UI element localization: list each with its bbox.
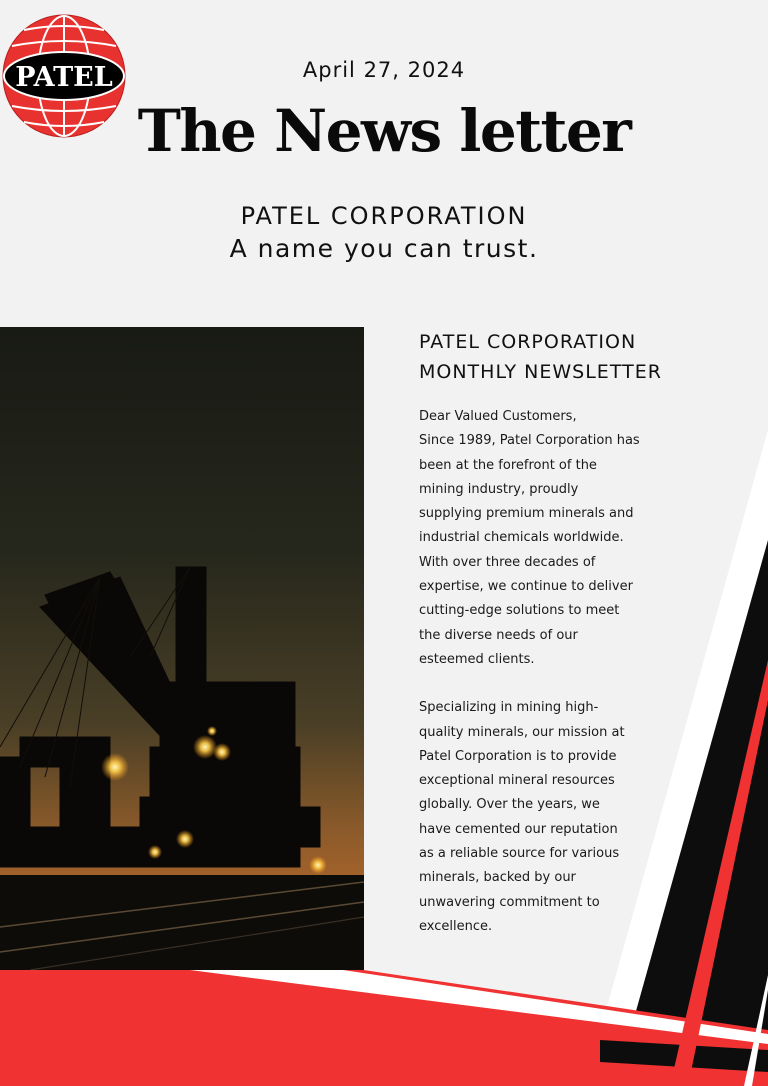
paragraph-line: expertise, we continue to deliver [419, 579, 633, 595]
article-heading-line: MONTHLY NEWSLETTER [419, 361, 662, 383]
article-paragraph-intro [419, 405, 689, 672]
company-tagline: A name you can trust. [229, 234, 539, 263]
paragraph-line: industrial chemicals worldwide. [419, 530, 624, 546]
page-title: The News letter [137, 97, 631, 165]
paragraph-line: mining industry, proudly [419, 481, 579, 497]
article-heading-line: PATEL CORPORATION [419, 331, 637, 353]
paragraph-line: Patel Corporation is to provide [419, 748, 617, 764]
paragraph-line: esteemed clients. [419, 651, 535, 667]
paragraph-line: exceptional mineral resources [419, 773, 615, 789]
logo-text: PATEL [15, 62, 113, 93]
mining-excavator-night-photo [0, 327, 364, 970]
article [419, 327, 689, 939]
paragraph-line: globally. Over the years, we [419, 797, 600, 813]
paragraph-line: unwavering commitment to [419, 894, 600, 910]
article-heading [419, 327, 689, 387]
paragraph-line: With over three decades of [419, 554, 596, 570]
paragraph-line: Dear Valued Customers, [419, 409, 577, 424]
paragraph-line: excellence. [419, 918, 493, 934]
paragraph-line: Specializing in mining high- [419, 700, 599, 716]
company-name: PATEL CORPORATION [240, 202, 528, 230]
paragraph-line: have cemented our reputation [419, 821, 618, 837]
newsletter-date: April 27, 2024 [302, 58, 466, 82]
paragraph-line: cutting-edge solutions to meet [419, 603, 620, 619]
paragraph-line: supplying premium minerals and [419, 506, 634, 522]
paragraph-line: the diverse needs of our [419, 627, 578, 643]
paragraph-line: quality minerals, our mission at [419, 724, 625, 740]
article-paragraph-mission [419, 696, 689, 939]
paragraph-spacer [419, 672, 689, 696]
paragraph-line: Since 1989, Patel Corporation has [419, 433, 640, 449]
paragraph-line: minerals, backed by our [419, 870, 576, 886]
paragraph-line: been at the forefront of the [419, 457, 597, 473]
paragraph-line: as a reliable source for various [419, 846, 620, 862]
